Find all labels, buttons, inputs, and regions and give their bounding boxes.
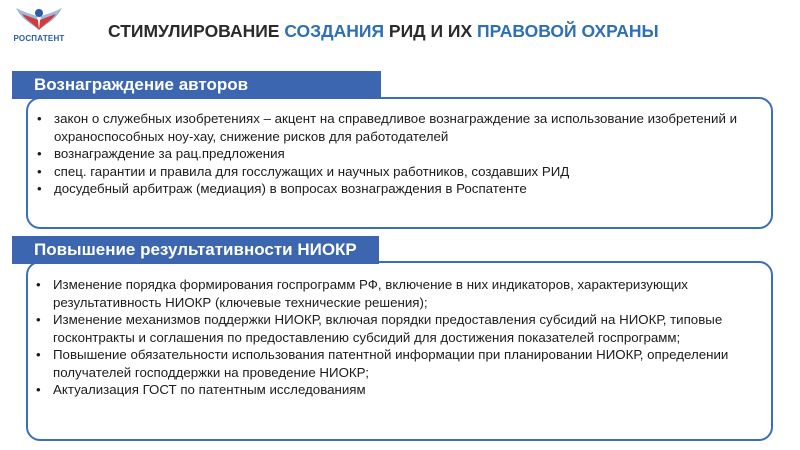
list-item: • Актуализация ГОСТ по патентным исследованиям xyxy=(30,381,765,399)
section-2-list xyxy=(30,276,765,399)
logo-text: РОСПАТЕНТ xyxy=(13,34,65,43)
emblem-icon xyxy=(14,4,64,32)
title-part-1: СТИМУЛИРОВАНИЕ xyxy=(108,21,285,41)
list-item: • спец. гарантии и правила для госслужащих и научных работников, создавших РИД xyxy=(31,163,751,181)
title-part-3: РИД И ИХ xyxy=(384,21,478,41)
list-item: • закон о служебных изобретениях – акцент на справедливое вознаграждение за использование изобретений и охраноспособных ноу-хау, снижение рисков для работодателей xyxy=(31,110,751,145)
list-item: • досудебный арбитраж (медиация) в вопросах вознаграждения в Роспатенте xyxy=(31,180,751,198)
page-title xyxy=(108,21,659,42)
list-item: • Повышение обязательности использования патентной информации при планировании НИОКР, определении получателей господдержки на проведение НИОКР; xyxy=(30,346,765,381)
section-2-heading: Повышение результативности НИОКР xyxy=(12,236,379,264)
section-1-heading: Вознаграждение авторов xyxy=(12,71,381,99)
list-item: • вознаграждение за рац.предложения xyxy=(31,145,751,163)
section-1-list xyxy=(31,110,751,198)
list-item: • Изменение порядка формирования госпрограмм РФ, включение в них индикаторов, характеризующих результативность НИОКР (ключевые технические решения); xyxy=(30,276,765,311)
list-item: • Изменение механизмов поддержки НИОКР, включая порядки предоставления субсидий на НИОКР, типовые госконтракты и соглашения по предоставлению субсидий для достижения показателей госпрограмм; xyxy=(30,311,765,346)
title-part-2: СОЗДАНИЯ xyxy=(284,21,385,41)
rospatent-logo xyxy=(8,4,70,48)
title-part-4: ПРАВОВОЙ ОХРАНЫ xyxy=(477,21,659,41)
